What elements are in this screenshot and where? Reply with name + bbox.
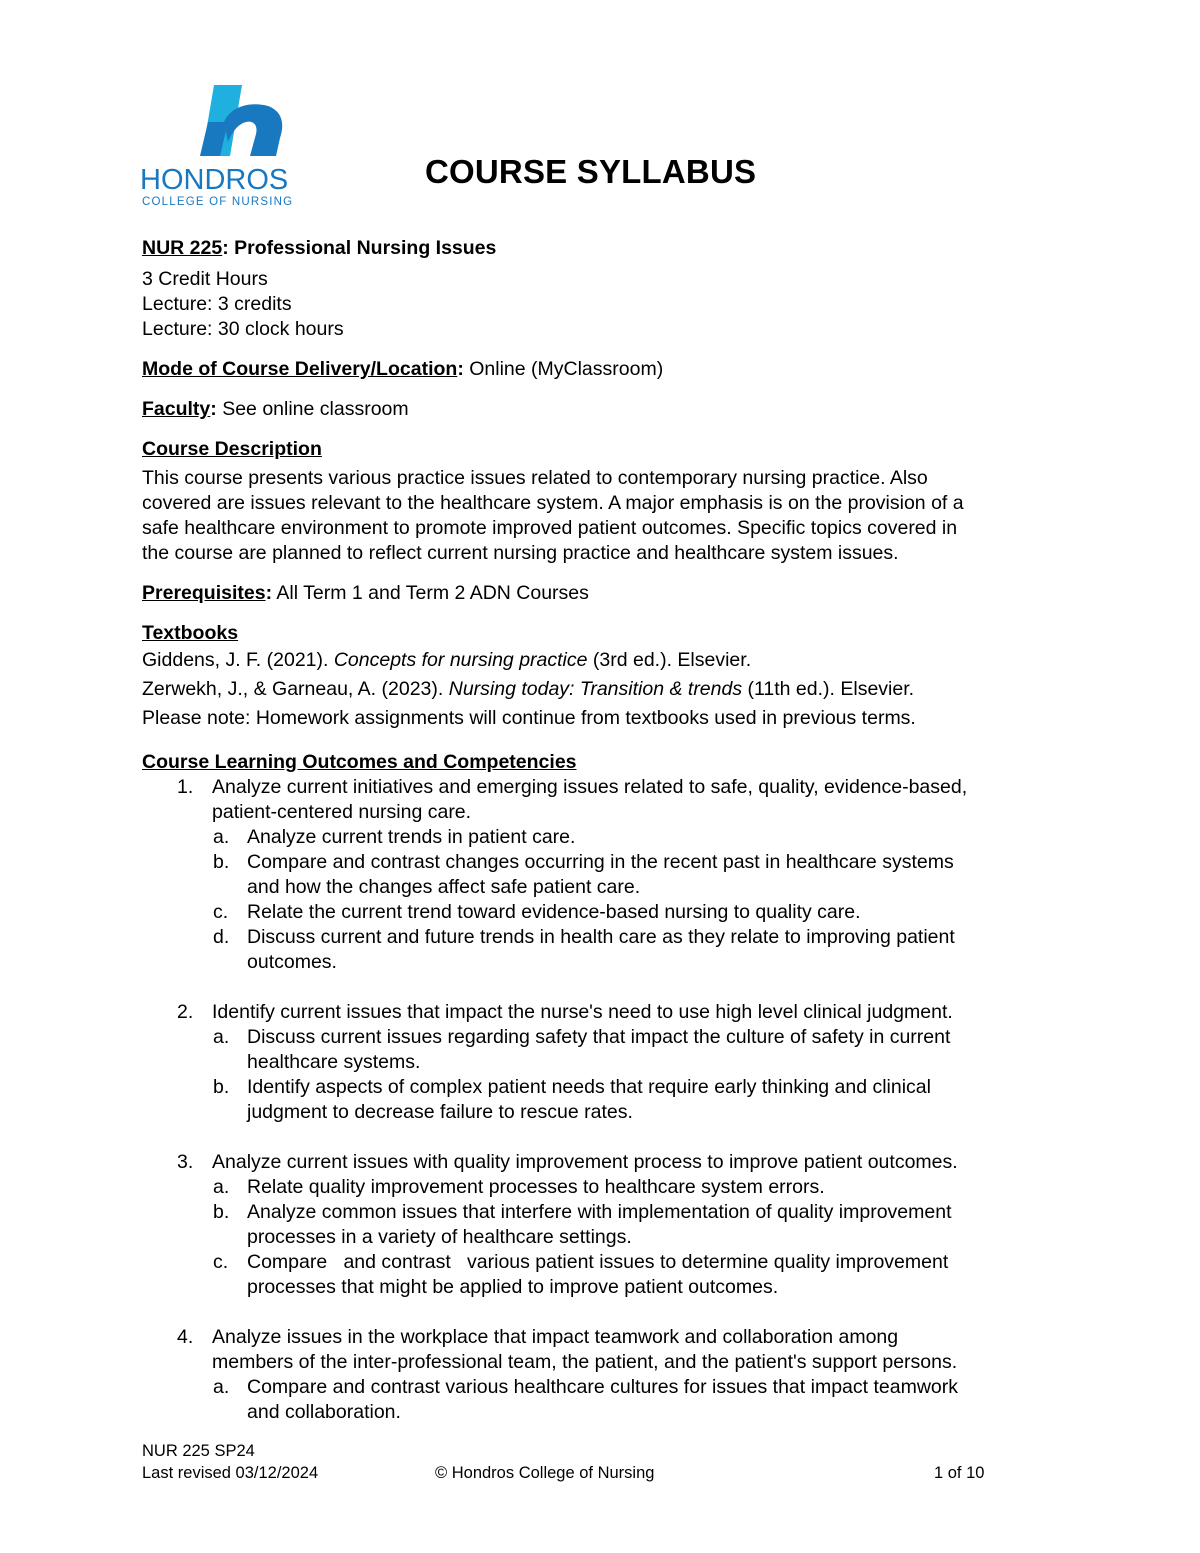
competency-text: and collaboration. xyxy=(247,1401,401,1423)
competency-item xyxy=(142,1375,1082,1425)
competency-text: Discuss current issues regarding safety that impact the culture of safety in current xyxy=(247,1026,951,1048)
competency-item xyxy=(142,1025,1082,1075)
outcome-item xyxy=(142,1150,1082,1175)
outcome-number: 4. xyxy=(177,1326,194,1348)
lecture-hours: Lecture: 30 clock hours xyxy=(142,318,344,340)
competency-text: Relate the current trend toward evidence-based nursing to quality care. xyxy=(247,901,861,923)
competency-text: healthcare systems. xyxy=(247,1051,421,1073)
footer-copyright: © Hondros College of Nursing xyxy=(435,1464,655,1482)
outcome-text: Analyze current initiatives and emerging issues related to safe, quality, evidence-based, xyxy=(212,776,968,798)
logo-wordmark: HONDROS xyxy=(140,164,289,196)
competency-item xyxy=(142,925,1082,975)
lecture-credits: Lecture: 3 credits xyxy=(142,293,292,315)
course-name: Professional Nursing Issues xyxy=(228,237,497,259)
outcome-number: 2. xyxy=(177,1001,194,1023)
delivery-row: Mode of Course Delivery/Location: Online (MyClassroom) xyxy=(142,358,664,380)
competency-text: and how the changes affect safe patient care. xyxy=(247,876,641,898)
outcome-item xyxy=(142,775,1082,825)
course-heading: NUR 225: Professional Nursing Issues xyxy=(142,237,497,259)
competency-text: processes that might be applied to improve patient outcomes. xyxy=(247,1276,779,1298)
competency-text: Compare and contrast various healthcare cultures for issues that impact teamwork xyxy=(247,1376,958,1398)
delivery-label: Mode of Course Delivery/Location xyxy=(142,358,458,380)
description-heading: Course Description xyxy=(142,438,322,460)
competency-letter: c. xyxy=(213,901,229,923)
competency-item xyxy=(142,900,1082,925)
competency-text: Discuss current and future trends in health care as they relate to improving patient xyxy=(247,926,955,948)
prerequisites-label: Prerequisites xyxy=(142,582,266,604)
outcome-text: members of the inter-professional team, the patient, and the patient's support persons. xyxy=(212,1351,958,1373)
faculty-row: Faculty: See online classroom xyxy=(142,398,409,420)
logo-h-mark-icon xyxy=(172,82,292,160)
prerequisites-row: Prerequisites: All Term 1 and Term 2 ADN Courses xyxy=(142,582,589,604)
competency-item xyxy=(142,1200,1082,1250)
textbook-ref: Zerwekh, J., & Garneau, A. (2023). Nursing today: Transition & trends (11th ed.). Elsevier. xyxy=(142,678,915,700)
outcome-text: Identify current issues that impact the nurse's need to use high level clinical judgment. xyxy=(212,1001,953,1023)
hondros-logo xyxy=(140,82,294,212)
outcomes-list xyxy=(142,775,1082,1425)
logo-subtitle: COLLEGE OF NURSING xyxy=(142,196,294,208)
outcome-number: 3. xyxy=(177,1151,194,1173)
outcomes-heading: Course Learning Outcomes and Competencies xyxy=(142,751,577,773)
prerequisites-value: All Term 1 and Term 2 ADN Courses xyxy=(272,582,589,604)
competency-text: Analyze common issues that interfere with implementation of quality improvement xyxy=(247,1201,952,1223)
competency-text: outcomes. xyxy=(247,951,337,973)
competency-text: Relate quality improvement processes to healthcare system errors. xyxy=(247,1176,825,1198)
competency-text: Compare and contrast changes occurring in the recent past in healthcare systems xyxy=(247,851,954,873)
competency-text: Compare and contrast various patient issues to determine quality improvement xyxy=(247,1251,949,1273)
textbook-ref: Giddens, J. F. (2021). Concepts for nursing practice (3rd ed.). Elsevier. xyxy=(142,649,752,671)
competency-text: Analyze current trends in patient care. xyxy=(247,826,576,848)
competency-item xyxy=(142,850,1082,900)
outcome-text: Analyze current issues with quality improvement process to improve patient outcomes. xyxy=(212,1151,958,1173)
footer-doc-code: NUR 225 SP24 xyxy=(142,1442,255,1460)
competency-letter: b. xyxy=(213,1201,230,1223)
delivery-value: Online (MyClassroom) xyxy=(463,358,664,380)
credit-hours: 3 Credit Hours xyxy=(142,268,268,290)
faculty-value: See online classroom xyxy=(216,398,409,420)
competency-letter: a. xyxy=(213,1176,230,1198)
competency-text: processes in a variety of healthcare settings. xyxy=(247,1226,632,1248)
competency-letter: d. xyxy=(213,926,230,948)
description-text: This course presents various practice issues related to contemporary nursing practice. Also covered are issues relevant to the healthcare system. A major emphasis is on the provision of a safe healthcare environment to promote improved patient outcomes. Specific topics covered in the course are planned to reflect current nursing practice and healthcare system issues. xyxy=(142,467,964,564)
textbook-note: Please note: Homework assignments will continue from textbooks used in previous terms. xyxy=(142,707,916,729)
document-title: COURSE SYLLABUS xyxy=(425,153,757,190)
outcome-number: 1. xyxy=(177,776,194,798)
competency-letter: b. xyxy=(213,851,230,873)
competency-item xyxy=(142,1075,1082,1125)
competency-text: judgment to decrease failure to rescue rates. xyxy=(247,1101,633,1123)
competency-item xyxy=(142,1175,1082,1200)
outcome-text: Analyze issues in the workplace that impact teamwork and collaboration among xyxy=(212,1326,899,1348)
course-code: NUR 225 xyxy=(142,237,223,259)
syllabus-body xyxy=(142,236,1082,1425)
competency-letter: c. xyxy=(213,1251,229,1273)
faculty-label: Faculty xyxy=(142,398,211,420)
outcome-item xyxy=(142,1325,1082,1375)
competency-item xyxy=(142,825,1082,850)
competency-letter: a. xyxy=(213,1376,230,1398)
page-footer xyxy=(142,1440,1042,1484)
outcome-item xyxy=(142,1000,1082,1025)
competency-letter: a. xyxy=(213,826,230,848)
competency-letter: a. xyxy=(213,1026,230,1048)
footer-page-number: 1 of 10 xyxy=(934,1464,985,1482)
footer-revised: Last revised 03/12/2024 xyxy=(142,1464,319,1482)
competency-text: Identify aspects of complex patient needs that require early thinking and clinical xyxy=(247,1076,931,1098)
textbooks-heading: Textbooks xyxy=(142,622,239,644)
competency-item xyxy=(142,1250,1082,1300)
outcome-text: patient-centered nursing care. xyxy=(212,801,472,823)
competency-letter: b. xyxy=(213,1076,230,1098)
